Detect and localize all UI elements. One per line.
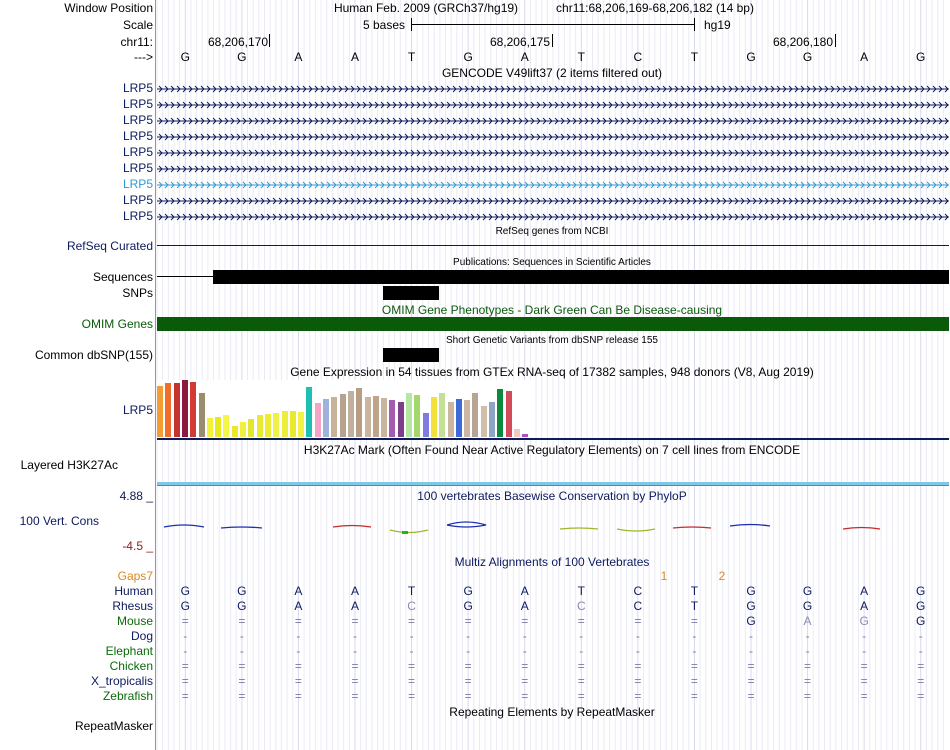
alignment-base: G	[916, 584, 926, 598]
alignment-base: =	[804, 674, 812, 688]
gtex-tissue-bar[interactable]	[373, 396, 379, 437]
gtex-tissue-bar[interactable]	[190, 382, 196, 437]
base-letter: G	[237, 50, 247, 64]
alignment-base: G	[463, 599, 473, 613]
alignment-base: G	[463, 584, 473, 598]
alignment-base: -	[409, 629, 414, 643]
scale-db: hg19	[704, 18, 731, 32]
alignment-base: -	[296, 644, 301, 658]
base-letter: T	[407, 50, 416, 64]
base-letter: A	[294, 50, 303, 64]
alignment-base: =	[521, 659, 529, 673]
alignment-base: =	[294, 674, 302, 688]
gencode-transcript-feature[interactable]	[157, 84, 949, 94]
base-letter: G	[463, 50, 473, 64]
coord-2-tick	[552, 34, 553, 47]
repeatmasker-title: Repeating Elements by RepeatMasker	[449, 705, 655, 719]
alignment-base: =	[917, 674, 925, 688]
species-label[interactable]: Chicken	[109, 659, 153, 673]
gencode-transcript-feature[interactable]	[157, 148, 949, 158]
dbsnp-feature[interactable]	[383, 348, 439, 362]
refseq-label[interactable]: RefSeq Curated	[66, 239, 153, 253]
h3k27ac-label[interactable]: Layered H3K27Ac	[20, 458, 118, 472]
h3k27ac-baseline	[157, 485, 949, 486]
alignment-base: G	[746, 584, 756, 598]
alignment-base: =	[634, 614, 642, 628]
gtex-tissue-bar[interactable]	[398, 402, 404, 437]
alignment-base: C	[633, 584, 643, 598]
alignment-base: G	[746, 614, 756, 628]
gtex-tissue-bar[interactable]	[406, 393, 412, 437]
gtex-tissue-bar[interactable]	[464, 400, 470, 437]
gtex-tissue-bar[interactable]	[448, 402, 454, 437]
publication-feature[interactable]	[213, 270, 949, 284]
alignment-base: G	[746, 599, 756, 613]
alignment-base: =	[577, 659, 585, 673]
alignment-base: -	[353, 629, 357, 643]
gtex-tissue-bar[interactable]	[514, 429, 520, 437]
alignment-base: =	[181, 689, 189, 703]
gtex-tissue-bar[interactable]	[331, 397, 337, 437]
scale-bar-tick-right	[694, 18, 695, 31]
gtex-tissue-bar[interactable]	[323, 399, 329, 437]
alignment-base: =	[294, 689, 302, 703]
gtex-tissue-bar[interactable]	[431, 397, 437, 437]
alignment-base: =	[294, 659, 302, 673]
gtex-tissue-bar[interactable]	[248, 419, 254, 437]
alignment-base: T	[690, 584, 699, 598]
gtex-tissue-bar[interactable]	[306, 387, 312, 437]
gencode-transcript-label[interactable]: LRP5	[122, 161, 153, 175]
gencode-transcript-feature[interactable]	[157, 180, 949, 190]
alignment-base: =	[860, 674, 868, 688]
gtex-tissue-bar[interactable]	[348, 391, 354, 437]
alignment-base: A	[520, 599, 529, 613]
publication-line	[157, 276, 213, 277]
gencode-transcript-feature[interactable]	[157, 164, 949, 174]
gencode-transcript-label[interactable]: LRP5	[122, 113, 153, 127]
gtex-tissue-bar[interactable]	[489, 402, 495, 437]
gtex-feature-line	[157, 438, 949, 440]
scale-bases: 5 bases	[362, 18, 405, 32]
alignment-base: -	[579, 629, 584, 643]
alignment-base: -	[522, 644, 527, 658]
gtex-tissue-bar[interactable]	[381, 398, 387, 437]
alignment-base: =	[464, 659, 472, 673]
alignment-base: G	[859, 614, 869, 628]
gencode-transcript-label[interactable]: LRP5	[122, 145, 153, 159]
alignment-base: -	[692, 644, 697, 658]
gtex-tissue-bar[interactable]	[174, 383, 180, 437]
gencode-title: GENCODE V49lift37 (2 items filtered out)	[441, 66, 663, 80]
publications-title: Publications: Sequences in Scientific Articles	[453, 257, 651, 268]
alignment-base: -	[805, 629, 810, 643]
alignment-base: =	[238, 659, 246, 673]
alignment-base: -	[353, 644, 357, 658]
species-label[interactable]: Dog	[130, 629, 153, 643]
alignment-base: =	[917, 689, 925, 703]
gtex-tissue-bar[interactable]	[506, 391, 512, 437]
gencode-transcript-feature[interactable]	[157, 116, 949, 126]
gtex-tissue-bar[interactable]	[481, 406, 487, 437]
alignment-base: =	[690, 614, 698, 628]
alignment-base: =	[747, 659, 755, 673]
alignment-base: -	[749, 629, 753, 643]
species-label[interactable]: Mouse	[116, 614, 153, 628]
gtex-label[interactable]: LRP5	[122, 403, 153, 417]
alignment-base: =	[351, 674, 359, 688]
alignment-base: =	[804, 659, 812, 673]
phylop-label[interactable]: 100 Vert. Cons	[19, 514, 99, 528]
gtex-tissue-bar[interactable]	[240, 422, 246, 437]
alignment-base: =	[690, 659, 698, 673]
gtex-tissue-bar[interactable]	[298, 412, 304, 437]
alignment-base: =	[521, 689, 529, 703]
gtex-tissue-bar[interactable]	[340, 394, 346, 437]
gencode-transcript-label[interactable]: LRP5	[122, 209, 153, 223]
alignment-base: T	[407, 584, 416, 598]
gaps-value: 7	[146, 569, 153, 583]
gtex-tissue-bar[interactable]	[215, 417, 221, 437]
base-letter: G	[180, 50, 190, 64]
gtex-tissue-bar[interactable]	[199, 393, 205, 437]
alignment-base: A	[860, 599, 869, 613]
gtex-tissue-bar[interactable]	[472, 393, 478, 437]
alignment-base: -	[579, 644, 584, 658]
gaps-label-text: Gaps	[117, 569, 147, 583]
alignment-base: =	[351, 689, 359, 703]
alignment-base: -	[522, 629, 527, 643]
alignment-base: G	[802, 599, 813, 613]
alignment-base: A	[803, 614, 812, 628]
alignment-base: -	[466, 644, 471, 658]
alignment-base: -	[918, 644, 923, 658]
alignment-base: =	[351, 659, 359, 673]
coord-2: 68,206,175	[489, 35, 550, 49]
omim-title: OMIM Gene Phenotypes - Dark Green Can Be Disease-causing	[381, 303, 723, 317]
alignment-base: -	[409, 644, 414, 658]
alignment-base: =	[860, 659, 868, 673]
base-letter: A	[520, 50, 529, 64]
alignment-base: =	[464, 674, 472, 688]
alignment-base: -	[692, 629, 697, 643]
base-letter: T	[690, 50, 699, 64]
coord-3-tick	[835, 34, 836, 47]
coord-3: 68,206,180	[772, 35, 833, 49]
species-label[interactable]: Human	[114, 584, 153, 598]
alignment-base: -	[239, 644, 244, 658]
chrom-label: chr11:	[120, 35, 153, 49]
scale-label: Scale	[122, 18, 153, 32]
gtex-tissue-bar[interactable]	[182, 380, 188, 437]
alignment-base: G	[802, 584, 813, 598]
alignment-base: =	[238, 674, 246, 688]
sequences-label[interactable]: Sequences	[92, 270, 153, 284]
gtex-tissue-bar[interactable]	[265, 414, 271, 437]
gencode-transcript-label[interactable]: LRP5	[122, 193, 153, 207]
base-letter: A	[350, 50, 360, 64]
base-letter: A	[860, 50, 869, 64]
scale-bar	[411, 24, 694, 25]
coord-1: 68,206,170	[207, 35, 268, 49]
alignment-base: C	[633, 599, 643, 613]
alignment-base: T	[577, 584, 585, 598]
alignment-base: =	[577, 614, 585, 628]
phylop-max: 4.88 _	[119, 489, 153, 503]
alignment-base: =	[408, 674, 416, 688]
alignment-base: A	[520, 584, 529, 598]
gtex-tissue-bar[interactable]	[273, 413, 279, 437]
alignment-base: =	[238, 614, 246, 628]
alignment-base: G	[916, 614, 926, 628]
alignment-base: =	[464, 614, 472, 628]
alignment-base: =	[408, 659, 416, 673]
refseq-title: RefSeq genes from NCBI	[495, 226, 609, 237]
base-letter: G	[802, 50, 813, 64]
gtex-tissue-bar[interactable]	[207, 418, 213, 437]
species-label[interactable]: X_tropicalis	[90, 674, 153, 688]
species-label[interactable]: Rhesus	[112, 599, 153, 613]
alignment-base: -	[296, 629, 301, 643]
gencode-transcript-feature[interactable]	[157, 132, 949, 142]
gtex-tissue-bar[interactable]	[414, 395, 420, 437]
gtex-title: Gene Expression in 54 tissues from GTEx RNA-seq of 17382 samples, 948 donors (V8, Aug 2019)	[290, 365, 814, 379]
h3k27ac-title: H3K27Ac Mark (Often Found Near Active Regulatory Elements) on 7 cell lines from ENCODE	[303, 443, 801, 457]
alignment-base: -	[918, 629, 923, 643]
alignment-base: =	[634, 674, 642, 688]
alignment-base: =	[690, 689, 698, 703]
alignment-base: G	[237, 584, 247, 598]
alignment-base: -	[805, 644, 810, 658]
alignment-base: =	[634, 689, 642, 703]
gtex-tissue-bar[interactable]	[522, 434, 528, 437]
gencode-transcript-feature[interactable]	[157, 212, 949, 222]
base-letter: C	[633, 50, 643, 64]
gtex-tissue-bar[interactable]	[423, 413, 429, 437]
alignment-base: =	[577, 674, 585, 688]
window-position-value[interactable]: chr11:68,206,169-68,206,182 (14 bp)	[556, 1, 754, 15]
refseq-feature[interactable]	[157, 245, 949, 246]
alignment-base: =	[464, 689, 472, 703]
gtex-tissue-bar[interactable]	[232, 426, 238, 437]
alignment-base: =	[917, 659, 925, 673]
alignment-base: =	[408, 689, 416, 703]
alignment-base: -	[862, 629, 867, 643]
alignment-base: -	[183, 644, 188, 658]
alignment-base: A	[860, 584, 869, 598]
alignment-base: =	[690, 674, 698, 688]
alignment-base: -	[635, 629, 640, 643]
alignment-base: G	[180, 584, 190, 598]
gencode-transcript-feature[interactable]	[157, 100, 949, 110]
base-letter: G	[916, 50, 926, 64]
alignment-base: =	[238, 689, 246, 703]
alignment-base: -	[239, 629, 244, 643]
alignment-base: -	[862, 644, 867, 658]
dbsnp-label[interactable]: Common dbSNP(155)	[34, 348, 153, 362]
alignment-base: A	[350, 584, 360, 598]
phylop-title: 100 vertebrates Basewise Conservation by PhyloP	[417, 489, 687, 503]
alignment-base: A	[350, 599, 360, 613]
alignment-base: =	[408, 614, 416, 628]
alignment-base: =	[181, 674, 189, 688]
species-label[interactable]: Zebrafish	[102, 689, 153, 703]
gap-mark-1: 1	[660, 569, 668, 583]
alignment-base: A	[294, 584, 303, 598]
alignment-base: =	[860, 689, 868, 703]
gtex-tissue-bar[interactable]	[365, 397, 371, 437]
alignment-base: C	[576, 599, 586, 613]
alignment-base: =	[804, 689, 812, 703]
gencode-transcript-label[interactable]: LRP5	[122, 81, 153, 95]
dbsnp-title: Short Genetic Variants from dbSNP release 155	[446, 335, 658, 346]
gencode-transcript-label[interactable]: LRP5	[122, 177, 153, 191]
gtex-tissue-bar[interactable]	[356, 388, 362, 437]
label-divider	[155, 0, 156, 750]
alignment-base: A	[294, 599, 303, 613]
coord-1-tick	[269, 34, 270, 47]
gtex-tissue-bar[interactable]	[497, 389, 503, 437]
alignment-base: =	[521, 674, 529, 688]
base-letter: G	[746, 50, 756, 64]
alignment-base: C	[407, 599, 416, 613]
snps-label[interactable]: SNPs	[122, 286, 153, 300]
gtex-tissue-bar[interactable]	[157, 386, 163, 437]
alignment-base: =	[181, 614, 189, 628]
omim-label[interactable]: OMIM Genes	[81, 317, 153, 331]
alignment-base: =	[351, 614, 359, 628]
gtex-tissue-bar[interactable]	[290, 411, 296, 437]
repeatmasker-label[interactable]: RepeatMasker	[74, 719, 153, 733]
alignment-base: =	[294, 614, 302, 628]
snp-publication-feature[interactable]	[383, 286, 439, 300]
alignment-base: =	[747, 674, 755, 688]
assembly-name: Human Feb. 2009 (GRCh37/hg19)	[333, 1, 519, 15]
gtex-tissue-bar[interactable]	[257, 415, 263, 437]
gencode-transcript-label[interactable]: LRP5	[122, 129, 153, 143]
alignment-base: G	[180, 599, 190, 613]
phylop-min: -4.5 _	[122, 539, 153, 553]
alignment-base: G	[916, 599, 926, 613]
alignment-base: =	[577, 689, 585, 703]
multiz-title: Multiz Alignments of 100 Vertebrates	[454, 555, 650, 569]
window-position-label: Window Position	[64, 1, 153, 15]
species-label[interactable]: Elephant	[105, 644, 153, 658]
gtex-tissue-bar[interactable]	[389, 400, 395, 437]
alignment-base: =	[181, 659, 189, 673]
gtex-tissue-bar[interactable]	[165, 383, 171, 437]
gencode-transcript-feature[interactable]	[157, 196, 949, 206]
scale-bar-tick-left	[411, 18, 412, 31]
gtex-tissue-bar[interactable]	[315, 403, 321, 437]
gencode-transcript-label[interactable]: LRP5	[122, 97, 153, 111]
alignment-base: =	[747, 689, 755, 703]
gaps-label[interactable]	[118, 569, 153, 583]
alignment-base: T	[690, 599, 699, 613]
alignment-base: -	[183, 629, 188, 643]
alignment-base: =	[634, 659, 642, 673]
base-letter: T	[577, 50, 585, 64]
omim-feature[interactable]	[157, 317, 949, 331]
alignment-base: -	[749, 644, 753, 658]
gtex-tissue-bar[interactable]	[223, 415, 229, 437]
alignment-base: -	[466, 629, 471, 643]
gap-mark-2: 2	[718, 569, 726, 583]
gtex-tissue-bar[interactable]	[282, 411, 288, 437]
strand-label: --->	[134, 50, 153, 64]
gtex-tissue-bar[interactable]	[456, 399, 462, 437]
alignment-base: =	[521, 614, 529, 628]
alignment-base: -	[635, 644, 640, 658]
alignment-base: G	[237, 599, 247, 613]
gtex-tissue-bar[interactable]	[439, 393, 445, 437]
phylop-signal	[0, 515, 950, 540]
